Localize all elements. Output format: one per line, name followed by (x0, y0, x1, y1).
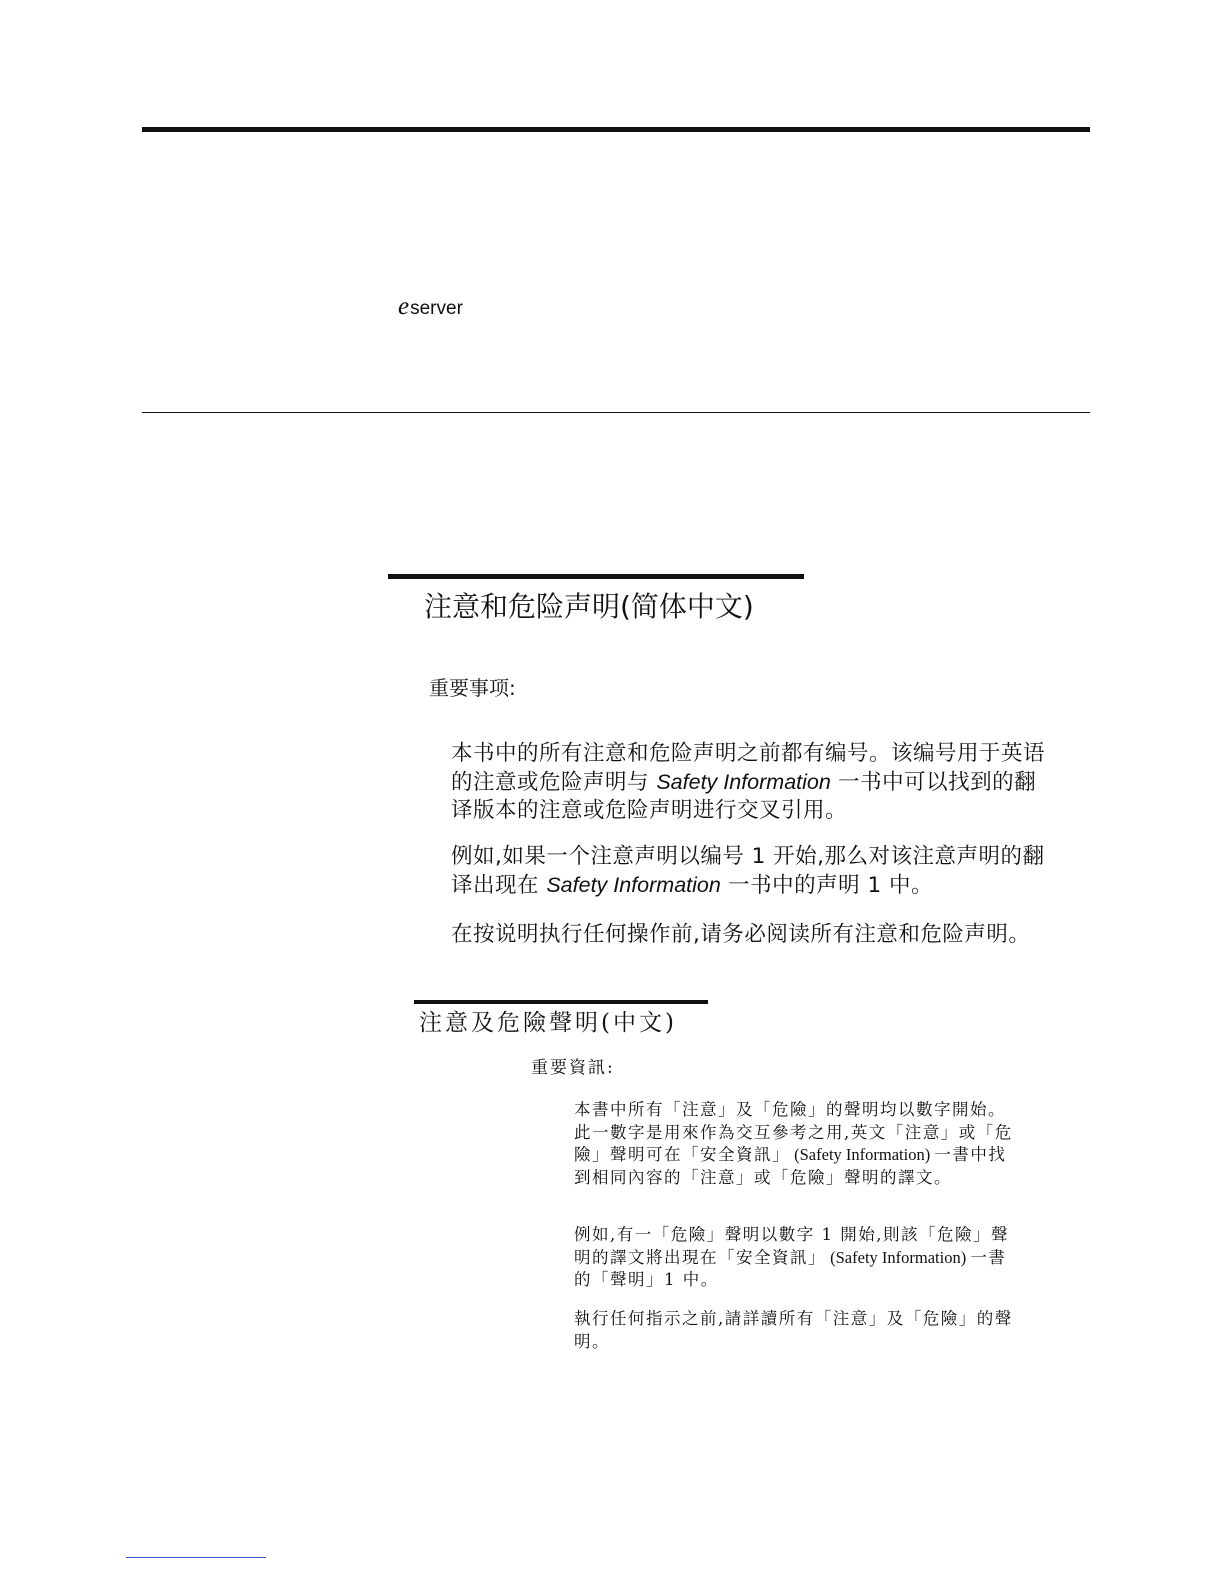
traditional-section-title: 注意及危險聲明(中文) (419, 1010, 677, 1036)
traditional-p2-book-title: (Safety Information) (826, 1247, 971, 1267)
simplified-important-label: 重要事项: (429, 676, 516, 700)
traditional-p1-book-title: (Safety Information) (790, 1145, 935, 1164)
traditional-p2-text-b: 一書的「聲明」1 中。 (574, 1247, 1007, 1289)
traditional-paragraph-1 (574, 1099, 1022, 1189)
simplified-p1-text-b: 一书中可以找到的翻译版本的注意或危险声明进行交叉引用。 (451, 770, 1037, 823)
simplified-paragraph-3: 在按说明执行任何操作前,请务必阅读所有注意和危险声明。 (451, 922, 1031, 947)
traditional-paragraph-2 (574, 1224, 1022, 1292)
simplified-section-rule (388, 574, 804, 579)
traditional-important-label: 重要資訊: (531, 1058, 615, 1078)
simplified-p1-book-title: Safety Information (656, 770, 831, 794)
header-divider (142, 412, 1090, 413)
simplified-p2-text-b: 一书中的声明 1 中。 (720, 873, 934, 898)
simplified-p2-book-title: Safety Information (546, 873, 721, 897)
simplified-p1-text-a: 本书中的所有注意和危险声明之前都有编号。该编号用于英语的注意或危险声明与 (451, 741, 1046, 795)
traditional-p1-text-b: 一書中找到相同內容的「注意」或「危險」聲明的譯文。 (574, 1145, 1007, 1187)
eserver-logo-mark: e (398, 293, 410, 320)
traditional-p1-text-a: 本書中所有「注意」及「危險」的聲明均以數字開始。此一數字是用來作為交互參考之用,英文「注意」或「危險」聲明可在「安全資訊」 (574, 1100, 1013, 1164)
eserver-logo (398, 294, 463, 322)
simplified-paragraph-1 (451, 740, 1051, 825)
traditional-section-rule (414, 1000, 708, 1004)
eserver-logo-text: server (410, 298, 463, 319)
simplified-section-title: 注意和危险声明(简体中文) (424, 590, 754, 623)
simplified-p2-text-a: 例如,如果一个注意声明以编号 1 开始,那么对该注意声明的翻译出现在 (451, 844, 1045, 898)
footer-rule (126, 1557, 266, 1558)
top-rule (142, 127, 1090, 132)
traditional-p2-text-a: 例如,有一「危險」聲明以數字 1 開始,則該「危險」聲明的譯文將出現在「安全資訊」 (574, 1225, 1009, 1267)
simplified-paragraph-2 (451, 843, 1051, 900)
traditional-paragraph-3: 執行任何指示之前,請詳讀所有「注意」及「危險」的聲明。 (574, 1309, 1013, 1351)
